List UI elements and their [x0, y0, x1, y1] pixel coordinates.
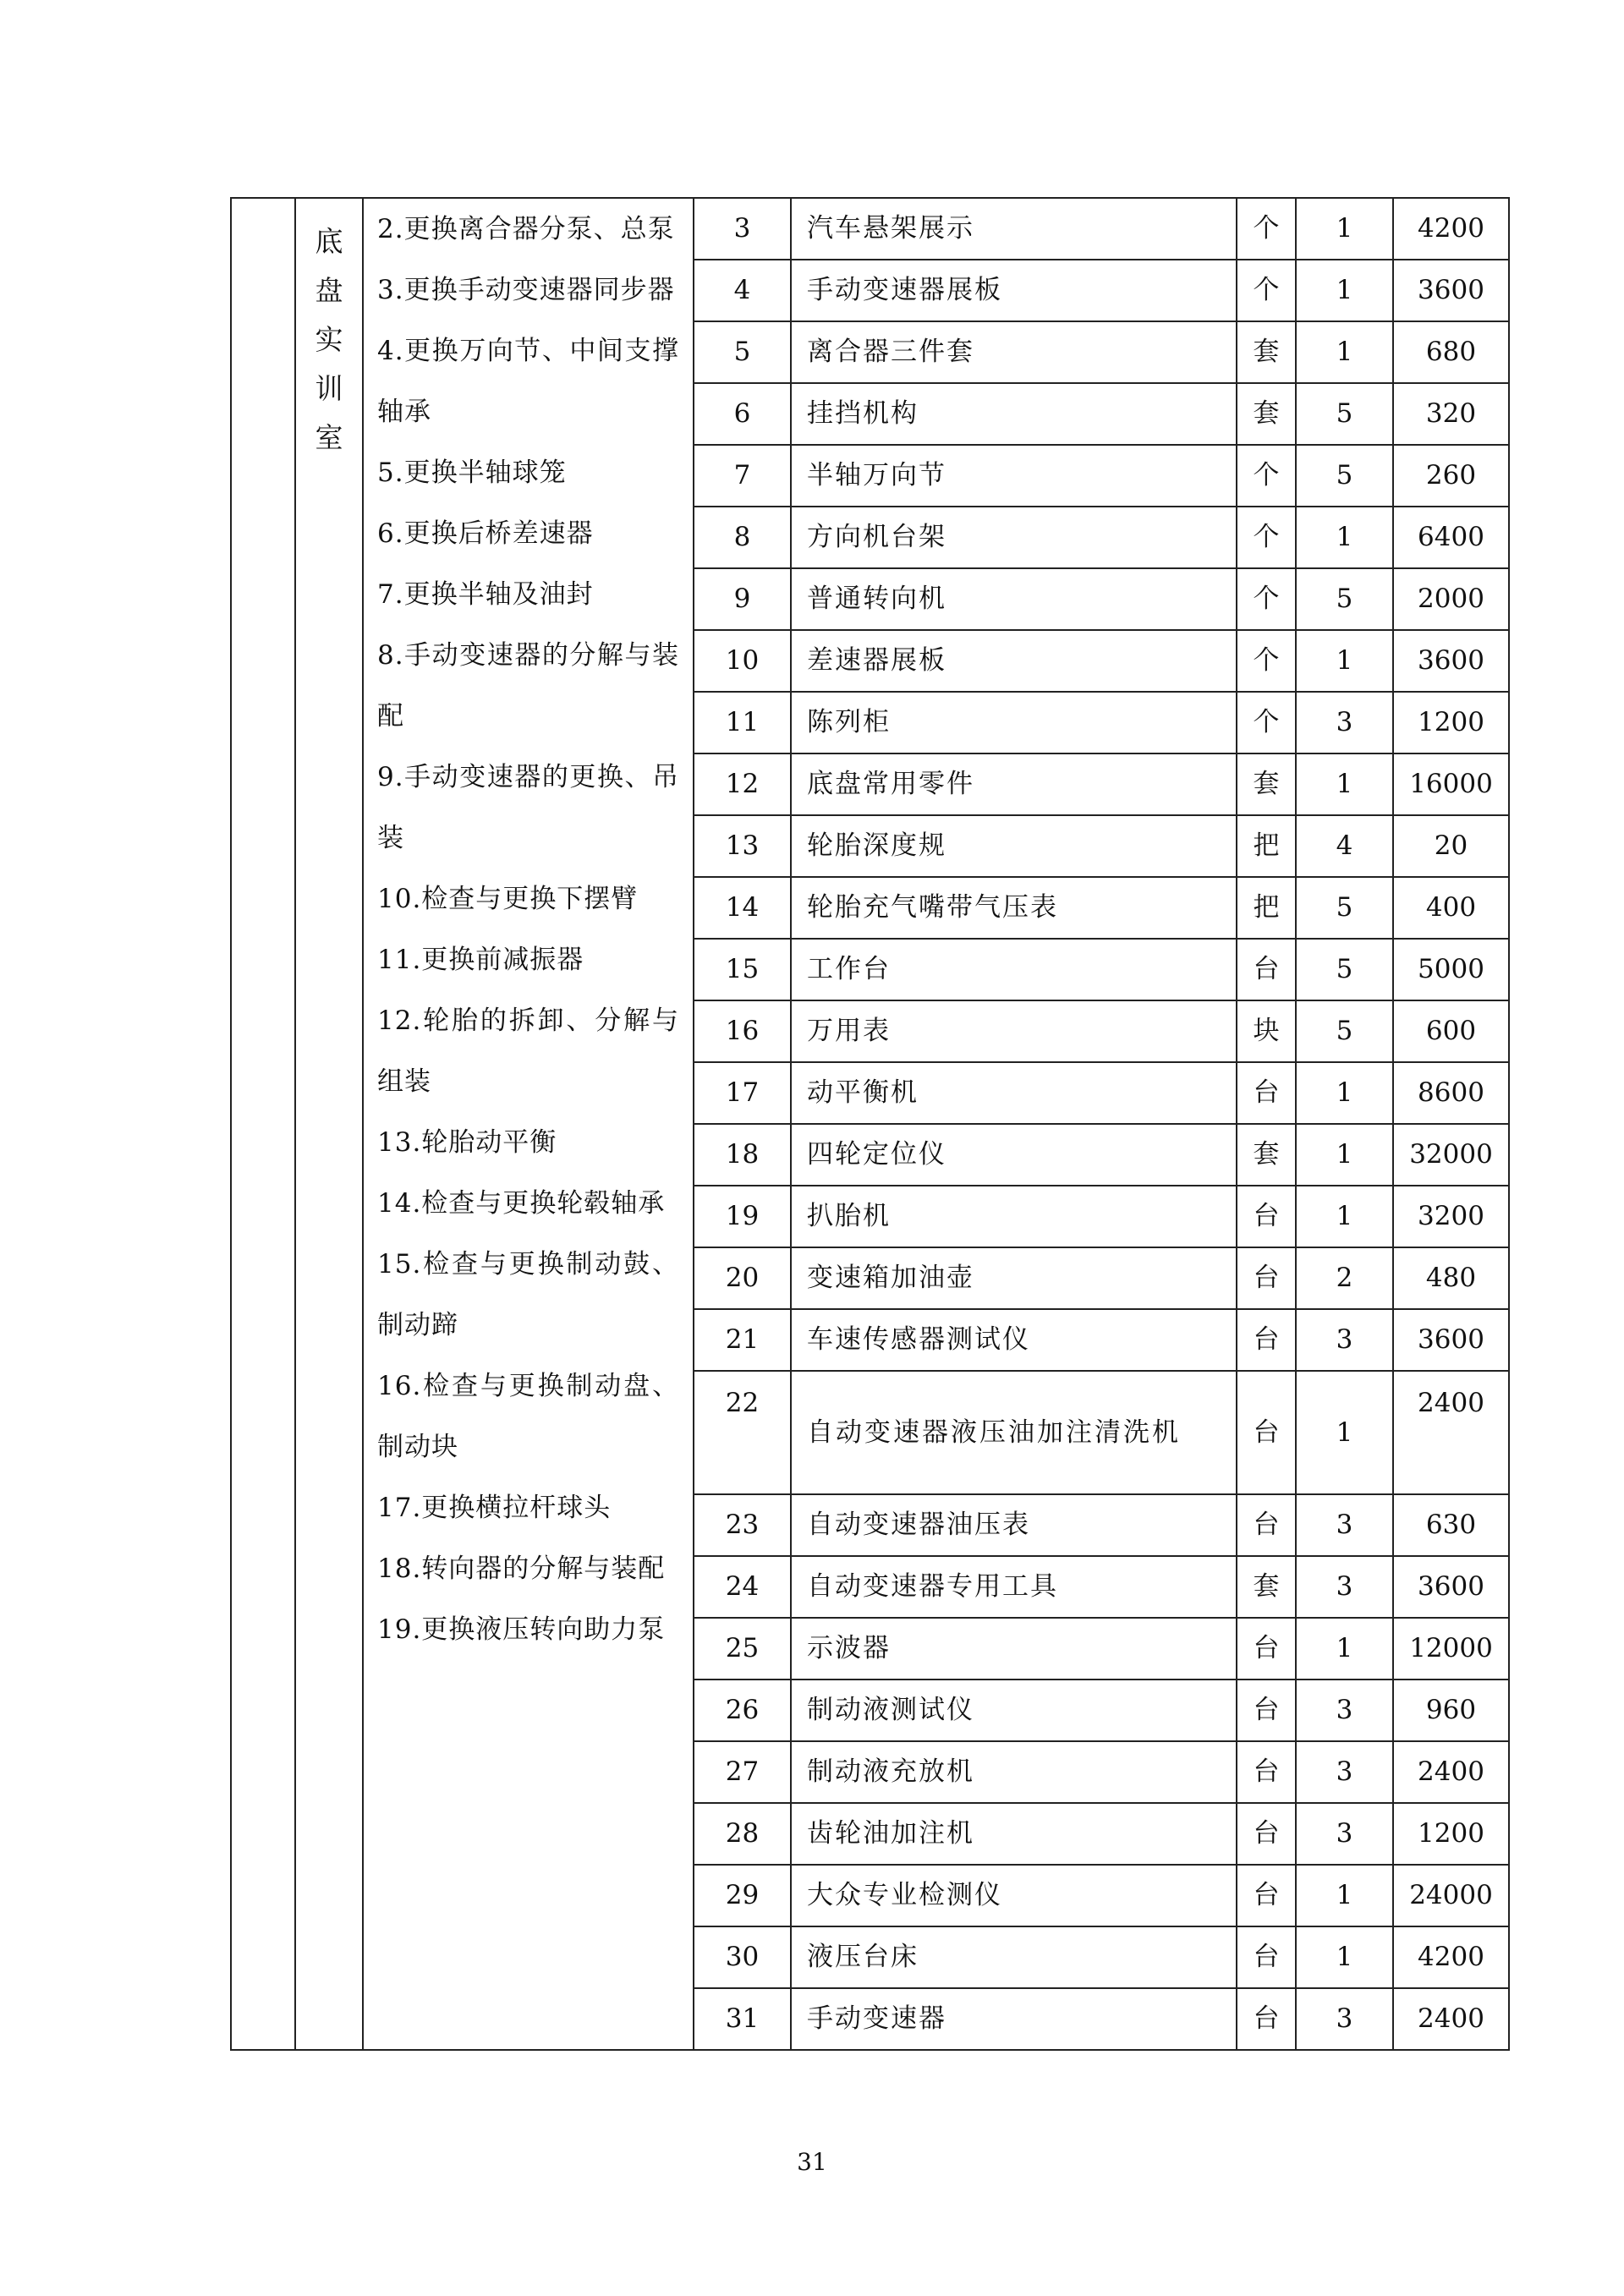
item-name: 制动液测试仪 — [791, 1680, 1237, 1741]
equipment-table — [230, 197, 1510, 2051]
item-number: 22 — [694, 1371, 791, 1494]
page-number: 31 — [797, 2148, 827, 2176]
item-quantity: 1 — [1296, 753, 1393, 815]
item-unit: 台 — [1237, 1865, 1296, 1926]
item-quantity: 3 — [1296, 1988, 1393, 2050]
item-name: 自动变速器油压表 — [791, 1494, 1237, 1556]
item-price: 2400 — [1393, 1988, 1509, 2050]
item-number: 19 — [694, 1186, 791, 1247]
item-unit: 套 — [1237, 383, 1296, 445]
item-number: 12 — [694, 753, 791, 815]
training-task: 13.轮胎动平衡 — [377, 1127, 557, 1158]
item-unit: 台 — [1237, 1247, 1296, 1309]
item-price: 600 — [1393, 1000, 1509, 1062]
item-name: 车速传感器测试仪 — [791, 1309, 1237, 1371]
item-price: 3200 — [1393, 1186, 1509, 1247]
item-quantity: 1 — [1296, 507, 1393, 568]
item-price: 2400 — [1393, 1371, 1509, 1494]
item-name: 汽车悬架展示 — [791, 198, 1237, 260]
item-quantity: 2 — [1296, 1247, 1393, 1309]
item-price: 20 — [1393, 815, 1509, 877]
item-name: 手动变速器 — [791, 1988, 1237, 2050]
item-quantity: 3 — [1296, 1556, 1393, 1618]
training-task: 4.更换万向节、中间支撑轴承 — [377, 336, 679, 427]
training-task: 18.转向器的分解与装配 — [377, 1553, 666, 1584]
item-name: 挂挡机构 — [791, 383, 1237, 445]
item-price: 960 — [1393, 1680, 1509, 1741]
item-name: 万用表 — [791, 1000, 1237, 1062]
item-unit: 个 — [1237, 568, 1296, 630]
item-unit: 台 — [1237, 939, 1296, 1000]
item-name: 轮胎深度规 — [791, 815, 1237, 877]
item-name: 自动变速器液压油加注清洗机 — [791, 1371, 1237, 1494]
room-cell — [295, 198, 363, 2050]
item-name: 普通转向机 — [791, 568, 1237, 630]
item-price: 4200 — [1393, 1926, 1509, 1988]
item-quantity: 1 — [1296, 1062, 1393, 1124]
training-task: 10.检查与更换下摆臂 — [377, 884, 639, 914]
item-name: 手动变速器展板 — [791, 260, 1237, 321]
item-unit: 个 — [1237, 198, 1296, 260]
item-price: 3600 — [1393, 1309, 1509, 1371]
training-task: 6.更换后桥差速器 — [377, 518, 594, 549]
item-quantity: 1 — [1296, 1371, 1393, 1494]
item-number: 10 — [694, 630, 791, 692]
item-name: 差速器展板 — [791, 630, 1237, 692]
item-quantity: 3 — [1296, 1494, 1393, 1556]
item-number: 20 — [694, 1247, 791, 1309]
item-unit: 个 — [1237, 507, 1296, 568]
item-price: 8600 — [1393, 1062, 1509, 1124]
item-name: 轮胎充气嘴带气压表 — [791, 877, 1237, 939]
item-number: 6 — [694, 383, 791, 445]
item-number: 13 — [694, 815, 791, 877]
item-quantity: 3 — [1296, 1680, 1393, 1741]
item-quantity: 1 — [1296, 198, 1393, 260]
item-quantity: 1 — [1296, 630, 1393, 692]
item-price: 480 — [1393, 1247, 1509, 1309]
item-number: 17 — [694, 1062, 791, 1124]
item-number: 23 — [694, 1494, 791, 1556]
item-unit: 个 — [1237, 445, 1296, 507]
item-price: 12000 — [1393, 1618, 1509, 1680]
item-number: 15 — [694, 939, 791, 1000]
item-quantity: 1 — [1296, 1926, 1393, 1988]
item-name: 底盘常用零件 — [791, 753, 1237, 815]
item-unit: 台 — [1237, 1618, 1296, 1680]
item-name: 离合器三件套 — [791, 321, 1237, 383]
item-price: 24000 — [1393, 1865, 1509, 1926]
item-unit: 台 — [1237, 1741, 1296, 1803]
training-task: 19.更换液压转向助力泵 — [377, 1614, 666, 1645]
item-price: 16000 — [1393, 753, 1509, 815]
item-name: 半轴万向节 — [791, 445, 1237, 507]
item-unit: 台 — [1237, 1803, 1296, 1865]
item-number: 18 — [694, 1124, 791, 1186]
item-price: 2400 — [1393, 1741, 1509, 1803]
item-name: 制动液充放机 — [791, 1741, 1237, 1803]
item-name: 示波器 — [791, 1618, 1237, 1680]
item-quantity: 1 — [1296, 1124, 1393, 1186]
item-price: 2000 — [1393, 568, 1509, 630]
item-unit: 套 — [1237, 1556, 1296, 1618]
item-price: 5000 — [1393, 939, 1509, 1000]
item-unit: 台 — [1237, 1186, 1296, 1247]
training-task: 9.手动变速器的更换、吊装 — [377, 762, 679, 853]
item-unit: 套 — [1237, 321, 1296, 383]
item-name: 大众专业检测仪 — [791, 1865, 1237, 1926]
training-task: 15.检查与更换制动鼓、制动蹄 — [377, 1249, 679, 1340]
item-unit: 把 — [1237, 877, 1296, 939]
item-name: 变速箱加油壶 — [791, 1247, 1237, 1309]
item-unit: 台 — [1237, 1371, 1296, 1494]
item-unit: 套 — [1237, 1124, 1296, 1186]
item-quantity: 1 — [1296, 260, 1393, 321]
item-unit: 台 — [1237, 1309, 1296, 1371]
room-label: 底盘实训室 — [315, 225, 343, 454]
training-task: 8.手动变速器的分解与装配 — [377, 640, 679, 732]
item-unit: 块 — [1237, 1000, 1296, 1062]
item-quantity: 5 — [1296, 877, 1393, 939]
item-unit: 台 — [1237, 1988, 1296, 2050]
item-unit: 把 — [1237, 815, 1296, 877]
item-unit: 个 — [1237, 630, 1296, 692]
training-task: 11.更换前减振器 — [377, 945, 584, 975]
training-task: 7.更换半轴及油封 — [377, 579, 594, 610]
item-number: 30 — [694, 1926, 791, 1988]
item-quantity: 4 — [1296, 815, 1393, 877]
table-row — [231, 198, 1509, 260]
item-quantity: 3 — [1296, 1803, 1393, 1865]
item-name: 齿轮油加注机 — [791, 1803, 1237, 1865]
item-price: 320 — [1393, 383, 1509, 445]
item-name: 方向机台架 — [791, 507, 1237, 568]
item-number: 9 — [694, 568, 791, 630]
item-price: 3600 — [1393, 260, 1509, 321]
item-price: 6400 — [1393, 507, 1509, 568]
item-number: 27 — [694, 1741, 791, 1803]
item-number: 14 — [694, 877, 791, 939]
item-price: 3600 — [1393, 1556, 1509, 1618]
item-quantity: 3 — [1296, 692, 1393, 753]
item-unit: 台 — [1237, 1494, 1296, 1556]
item-number: 16 — [694, 1000, 791, 1062]
item-number: 24 — [694, 1556, 791, 1618]
item-quantity: 5 — [1296, 568, 1393, 630]
item-number: 11 — [694, 692, 791, 753]
item-name: 动平衡机 — [791, 1062, 1237, 1124]
item-number: 29 — [694, 1865, 791, 1926]
item-quantity: 5 — [1296, 383, 1393, 445]
category-cell — [231, 198, 295, 2050]
item-price: 400 — [1393, 877, 1509, 939]
item-number: 25 — [694, 1618, 791, 1680]
item-name: 扒胎机 — [791, 1186, 1237, 1247]
training-task: 16.检查与更换制动盘、制动块 — [377, 1371, 679, 1462]
item-unit: 套 — [1237, 753, 1296, 815]
item-number: 31 — [694, 1988, 791, 2050]
item-name: 工作台 — [791, 939, 1237, 1000]
item-number: 26 — [694, 1680, 791, 1741]
item-unit: 台 — [1237, 1062, 1296, 1124]
item-quantity: 3 — [1296, 1741, 1393, 1803]
training-task: 5.更换半轴球笼 — [377, 458, 567, 488]
item-quantity: 1 — [1296, 1618, 1393, 1680]
item-unit: 台 — [1237, 1680, 1296, 1741]
item-unit: 个 — [1237, 692, 1296, 753]
training-tasks-cell — [363, 198, 694, 2050]
item-number: 21 — [694, 1309, 791, 1371]
item-quantity: 1 — [1296, 1186, 1393, 1247]
item-name: 自动变速器专用工具 — [791, 1556, 1237, 1618]
item-quantity: 5 — [1296, 445, 1393, 507]
item-unit: 台 — [1237, 1926, 1296, 1988]
item-price: 32000 — [1393, 1124, 1509, 1186]
training-task: 14.检查与更换轮毂轴承 — [377, 1188, 666, 1219]
table-body — [231, 198, 1509, 2050]
item-name: 四轮定位仪 — [791, 1124, 1237, 1186]
training-task: 3.更换手动变速器同步器 — [377, 275, 675, 305]
item-price: 260 — [1393, 445, 1509, 507]
item-unit: 个 — [1237, 260, 1296, 321]
item-price: 680 — [1393, 321, 1509, 383]
item-price: 3600 — [1393, 630, 1509, 692]
item-number: 8 — [694, 507, 791, 568]
training-task: 12.轮胎的拆卸、分解与组装 — [377, 1006, 679, 1097]
item-number: 4 — [694, 260, 791, 321]
training-task: 17.更换横拉杆球头 — [377, 1493, 612, 1523]
item-quantity: 3 — [1296, 1309, 1393, 1371]
item-number: 5 — [694, 321, 791, 383]
item-price: 630 — [1393, 1494, 1509, 1556]
item-name: 陈列柜 — [791, 692, 1237, 753]
item-quantity: 5 — [1296, 939, 1393, 1000]
item-number: 3 — [694, 198, 791, 260]
item-number: 7 — [694, 445, 791, 507]
item-quantity: 5 — [1296, 1000, 1393, 1062]
item-price: 4200 — [1393, 198, 1509, 260]
item-price: 1200 — [1393, 1803, 1509, 1865]
item-name: 液压台床 — [791, 1926, 1237, 1988]
item-quantity: 1 — [1296, 1865, 1393, 1926]
item-quantity: 1 — [1296, 321, 1393, 383]
item-price: 1200 — [1393, 692, 1509, 753]
training-task: 2.更换离合器分泵、总泵 — [377, 214, 675, 244]
item-number: 28 — [694, 1803, 791, 1865]
